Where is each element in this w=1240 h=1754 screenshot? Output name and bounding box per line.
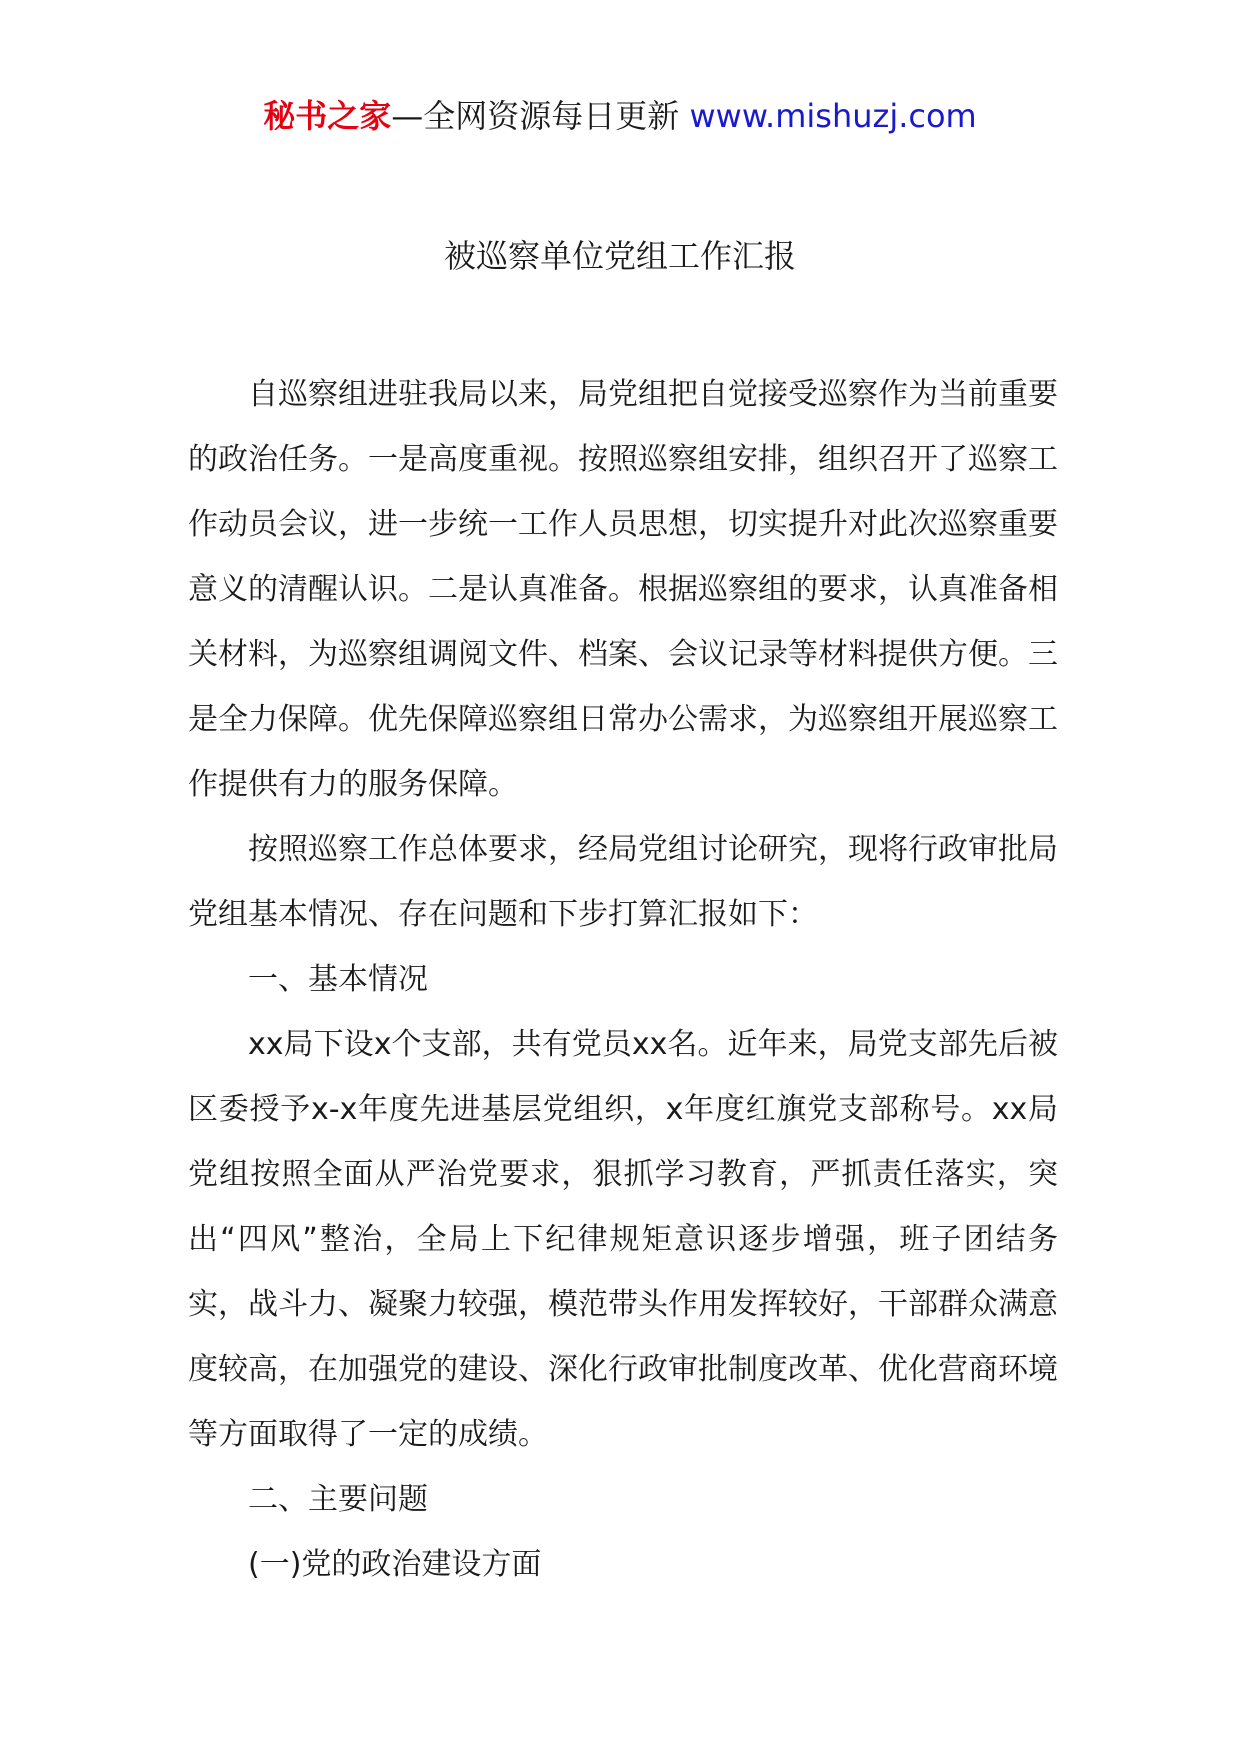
document-title: 被巡察单位党组工作汇报 — [443, 237, 796, 275]
paragraph-intro: 自巡察组进驻我局以来，局党组把自觉接受巡察作为当前重要的政治任务。一是高度重视。按照巡察组安排，组织召开了巡察工作动员会议，进一步统一工作人员思想，切实提升对此次巡察重要意义的清醒认识。二是认真准备。根据巡察组的要求，认真准备相关材料，为巡察组调阅文件、档案、会议记录等材料提供方便。三是全力保障。优先保障巡察组日常办公需求，为巡察组开展巡察工作提供有力的服务保障。 — [188, 377, 1058, 802]
site-header — [0, 96, 1240, 136]
paragraph-summary: 按照巡察工作总体要求，经局党组讨论研究，现将行政审批局党组基本情况、存在问题和下步打算汇报如下： — [188, 832, 1058, 932]
subsection-heading-political-building: (一)党的政治建设方面 — [248, 1547, 542, 1582]
section-heading-basic-situation: 一、基本情况 — [248, 962, 428, 997]
site-url-link[interactable]: www.mishuzj.com — [689, 97, 977, 135]
header-tagline: —全网资源每日更新 — [391, 97, 690, 135]
brand-name: 秘书之家 — [263, 97, 392, 135]
paragraph-basic-situation: xx局下设x个支部，共有党员xx名。近年来，局党支部先后被区委授予x-x年度先进基层党组织，x年度红旗党支部称号。xx局党组按照全面从严治党要求，狠抓学习教育，严抓责任落实，突出“四风”整治，全局上下纪律规矩意识逐步增强，班子团结务实，战斗力、凝聚力较强，模范带头作用发挥较好，干部群众满意度较高，在加强党的建设、深化行政审批制度改革、优化营商环境等方面取得了一定的成绩。 — [188, 1027, 1058, 1452]
section-heading-main-problems: 二、主要问题 — [248, 1482, 428, 1517]
document-body — [188, 362, 1058, 1597]
